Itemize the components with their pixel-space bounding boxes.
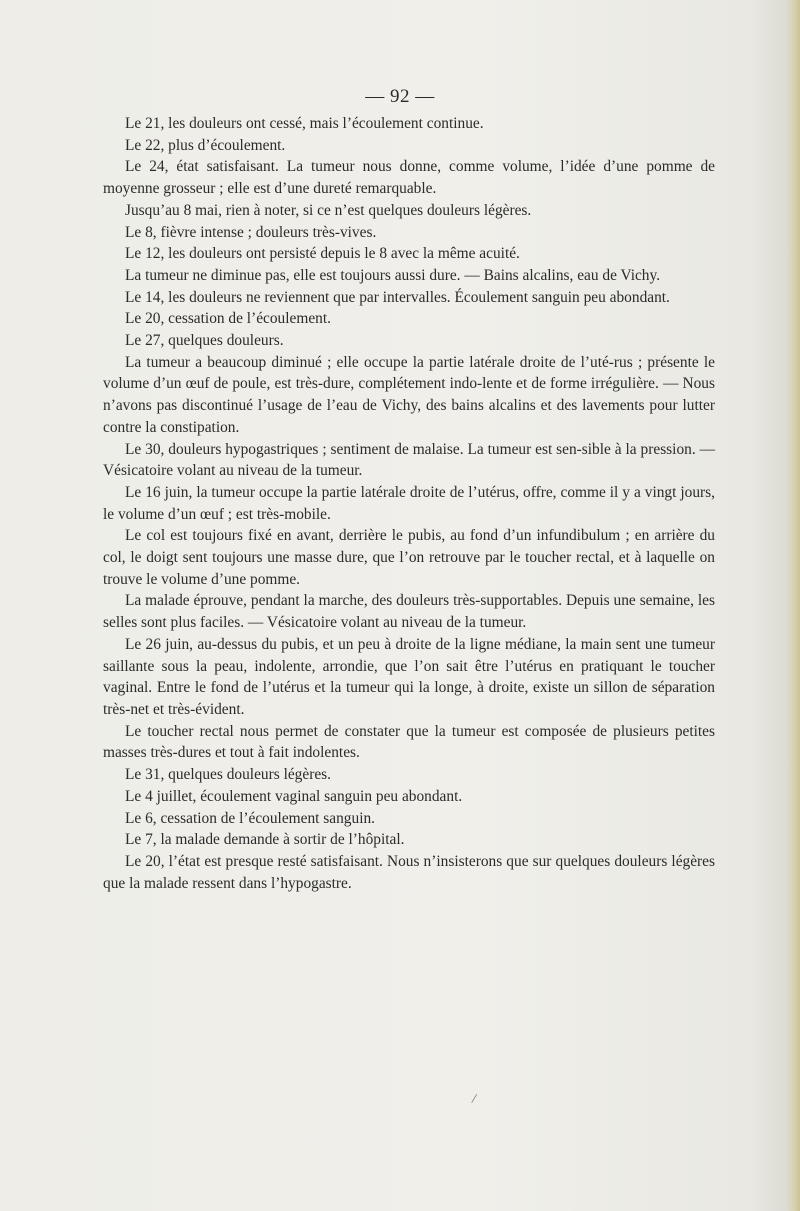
paragraph-13: Le 16 juin, la tumeur occupe la partie latérale droite de l’utérus, offre, comme il y a vingt jours, le volume d’un œuf ; est très-mobile. bbox=[103, 483, 715, 523]
paragraph-9: Le 20, cessation de l’écoulement. bbox=[125, 310, 331, 328]
paragraph-21: Le 7, la malade demande à sortir de l’hôpital. bbox=[125, 831, 405, 849]
paragraph-3: Le 24, état satisfaisant. La tumeur nous donne, comme volume, l’idée d’une pomme de moyenne grosseur ; elle est d’une dureté remarquable. bbox=[103, 158, 715, 198]
paragraph-7: La tumeur ne diminue pas, elle est toujours aussi dure. — Bains alcalins, eau de Vichy. bbox=[125, 266, 661, 284]
paragraph-17: Le toucher rectal nous permet de constater que la tumeur est composée de plusieurs petites masses très-dures et tout à fait indolentes. bbox=[103, 722, 715, 762]
paragraph-2: Le 22, plus d’écoulement. bbox=[125, 136, 286, 154]
paragraph-4: Jusqu’au 8 mai, rien à noter, si ce n’est quelques douleurs légères. bbox=[125, 201, 532, 219]
paragraph-1: Le 21, les douleurs ont cessé, mais l’écoulement continue. bbox=[125, 115, 484, 132]
paragraph-12: Le 30, douleurs hypogastriques ; sentiment de malaise. La tumeur est sen-sible à la pression. — Vésicatoire volant au niveau de la tumeur. bbox=[103, 440, 715, 480]
stray-mark: / bbox=[470, 1091, 478, 1108]
paragraph-22: Le 20, l’état est presque resté satisfaisant. Nous n’insisterons que sur quelques douleurs légères que la malade ressent dans l’hypogastre. bbox=[103, 852, 715, 892]
paragraph-15: La malade éprouve, pendant la marche, des douleurs très-supportables. Depuis une semaine, les selles sont plus faciles. — Vésicatoire volant au niveau de la tumeur. bbox=[103, 592, 715, 632]
paragraph-16: Le 26 juin, au-dessus du pubis, et un peu à droite de la ligne médiane, la main sent une tumeur saillante sous la peau, indolente, arrondie, que l’on sait être l’utérus en pratiquant le toucher vaginal. Entre le fond de l’utérus et la tumeur qui la longe, à droite, existe un sillon de séparation très-net et très-évident. bbox=[103, 635, 715, 718]
paragraph-8: Le 14, les douleurs ne reviennent que par intervalles. Écoulement sanguin peu abondant. bbox=[125, 288, 670, 306]
paragraph-6: Le 12, les douleurs ont persisté depuis le 8 avec la même acuité. bbox=[125, 245, 520, 263]
paragraph-18: Le 31, quelques douleurs légères. bbox=[125, 766, 332, 784]
paragraph-10: Le 27, quelques douleurs. bbox=[125, 332, 284, 350]
paragraph-14: Le col est toujours fixé en avant, derrière le pubis, au fond d’un infundibulum ; en arrière du col, le doigt sent toujours une masse dure, que l’on retrouve par le toucher rectal, et à laquelle on trouve le volume d’une pomme. bbox=[103, 527, 715, 588]
paragraph-19: Le 4 juillet, écoulement vaginal sanguin peu abondant. bbox=[125, 787, 463, 805]
paragraph-20: Le 6, cessation de l’écoulement sanguin. bbox=[125, 809, 376, 827]
page-number: — 92 — bbox=[365, 86, 435, 107]
paragraph-5: Le 8, fièvre intense ; douleurs très-vives. bbox=[125, 223, 377, 241]
page-edge-shading bbox=[786, 0, 800, 1211]
paragraph-11: La tumeur a beaucoup diminué ; elle occupe la partie latérale droite de l’uté-rus ; présente le volume d’un œuf de poule, est très-dure, complétement indo-lente et de forme irrégulière. — Nous n’avons pas discontinué l’usage de l’eau de Vichy, des bains alcalins et des lavements pour lutter contre la constipation. bbox=[103, 353, 715, 436]
body-text bbox=[103, 113, 715, 894]
